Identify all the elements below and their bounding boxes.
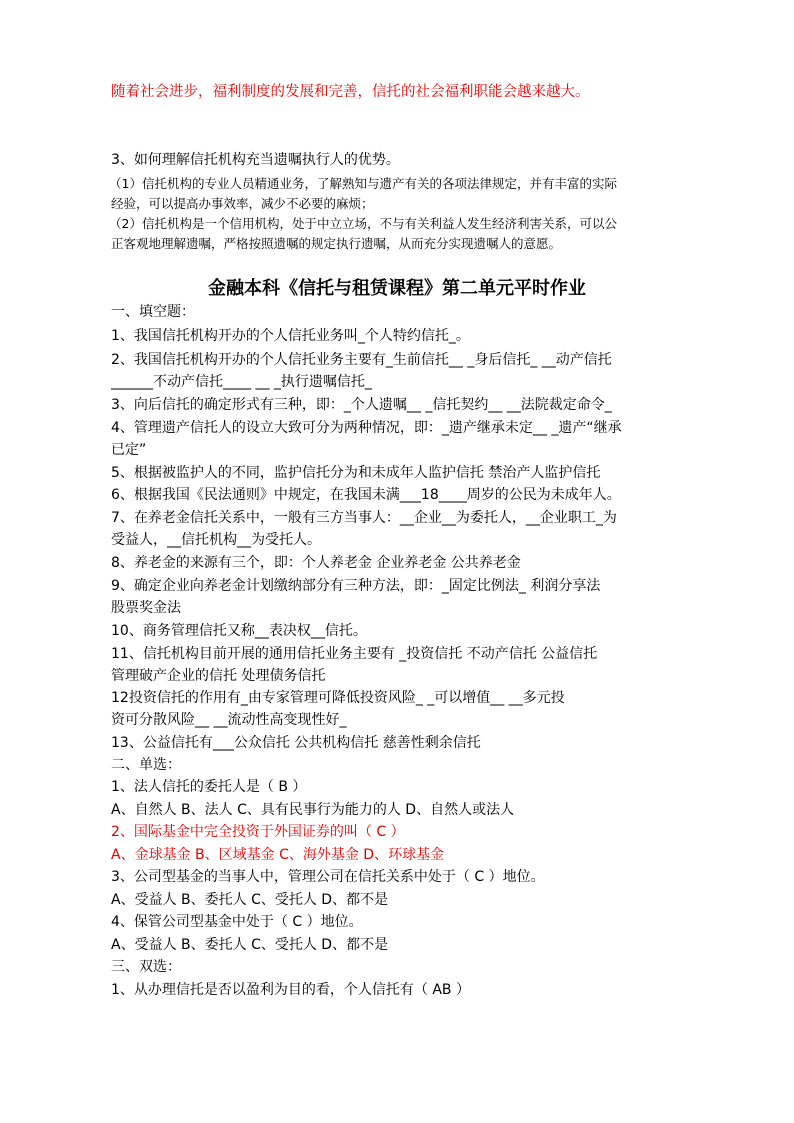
single-2: 2、国际基金中完全投资于外国证券的叫（ C ） (111, 824, 405, 840)
q3-answer-1b: 经验，可以提高办事效率，减少不必要的麻烦； (111, 196, 374, 211)
double-1: 1、从办理信托是否以盈利为目的看，个人信托有（ AB ） (111, 982, 470, 998)
fill-9: 9、确定企业向养老金计划缴纳部分有三种方法，即：_固定比例法_ 利润分享法 (111, 578, 601, 594)
fill-4: 4、管理遗产信托人的设立大致可分为两种情况，即：_遗产继承未定__ _遗产“继承 (111, 420, 622, 436)
q3-answer-2: （2）信托机构是一个信用机构，处于中立立场，不与有关利益人发生经济利害关系，可以公 (109, 216, 617, 231)
fill-12b: 资可分散风险__ __流动性高变现性好_ (111, 712, 347, 728)
fill-5: 5、根据被监护人的不同，监护信托分为和未成年人监护信托 禁治产人监护信托 (111, 465, 601, 481)
single-2-options: A、金球基金 B、区域基金 C、海外基金 D、环球基金 (111, 847, 445, 863)
fill-10: 10、商务管理信托又称__表决权__信托。 (111, 623, 367, 639)
single-1: 1、法人信托的委托人是（ B ） (111, 779, 307, 795)
fill-8: 8、养老金的来源有三个，即：个人养老金 企业养老金 公共养老金 (111, 555, 521, 571)
single-3: 3、公司型基金的当事人中，管理公司在信托关系中处于（ C ）地位。 (111, 869, 545, 885)
section-single-choice: 二、单选： (111, 757, 181, 773)
single-4-options: A、受益人 B、委托人 C、受托人 D、都不是 (111, 937, 389, 953)
fill-2: 2、我国信托机构开办的个人信托业务主要有_生前信托__ _身后信托_ __动产信托 (111, 352, 612, 368)
fill-9b: 股票奖金法 (111, 600, 181, 616)
fill-7b: 受益人，__信托机构__为受托人。 (111, 532, 321, 548)
fill-11b: 管理破产企业的信托 处理债务信托 (111, 668, 326, 684)
q3-answer-2b: 正客观地理解遗嘱，严格按照遗嘱的规定执行遗嘱，从而充分实现遗嘱人的意愿。 (111, 236, 562, 251)
page-title: 金融本科《信托与租赁课程》第二单元平时作业 (208, 278, 586, 299)
fill-11: 11、信托机构目前开展的通用信托业务主要有 _投资信托 不动产信托 公益信托 (111, 646, 598, 662)
fill-7: 7、在养老金信托关系中，一般有三方当事人：__企业__为委托人，__企业职工_为 (111, 510, 617, 526)
fill-13: 13、公益信托有___公众信托 公共机构信托 慈善性剩余信托 (111, 735, 481, 751)
question-3: 3、如何理解信托机构充当遗嘱执行人的优势。 (111, 152, 400, 168)
fill-4b: 已定” (111, 442, 147, 458)
fill-1: 1、我国信托机构开办的个人信托业务叫_个人特约信托_。 (111, 328, 470, 344)
fill-2b: ______不动产信托____ __ _执行遗嘱信托_ (111, 374, 372, 390)
fill-6: 6、根据我国《民法通则》中规定，在我国未满___18____周岁的公民为未成年人。 (111, 487, 621, 503)
top-note: 随着社会进步，福利制度的发展和完善，信托的社会福利职能会越来越大。 (111, 84, 590, 100)
fill-3: 3、向后信托的确定形式有三种，即：_个人遗嘱__ _信托契约__ __法院裁定命令_ (111, 397, 612, 413)
single-3-options: A、受益人 B、委托人 C、受托人 D、都不是 (111, 892, 389, 908)
single-1-options: A、自然人 B、法人 C、具有民事行为能力的人 D、自然人或法人 (111, 802, 515, 818)
single-4: 4、保管公司型基金中处于（ C ）地位。 (111, 914, 363, 930)
q3-answer-1: （1）信托机构的专业人员精通业务，了解熟知与遗产有关的各项法律规定，并有丰富的实际 (109, 176, 617, 191)
section-double-choice: 三、双选： (111, 959, 181, 975)
fill-12: 12投资信托的作用有_由专家管理可降低投资风险_ _可以增值__ __多元投 (111, 690, 565, 706)
section-fill-in: 一、填空题： (111, 304, 195, 320)
